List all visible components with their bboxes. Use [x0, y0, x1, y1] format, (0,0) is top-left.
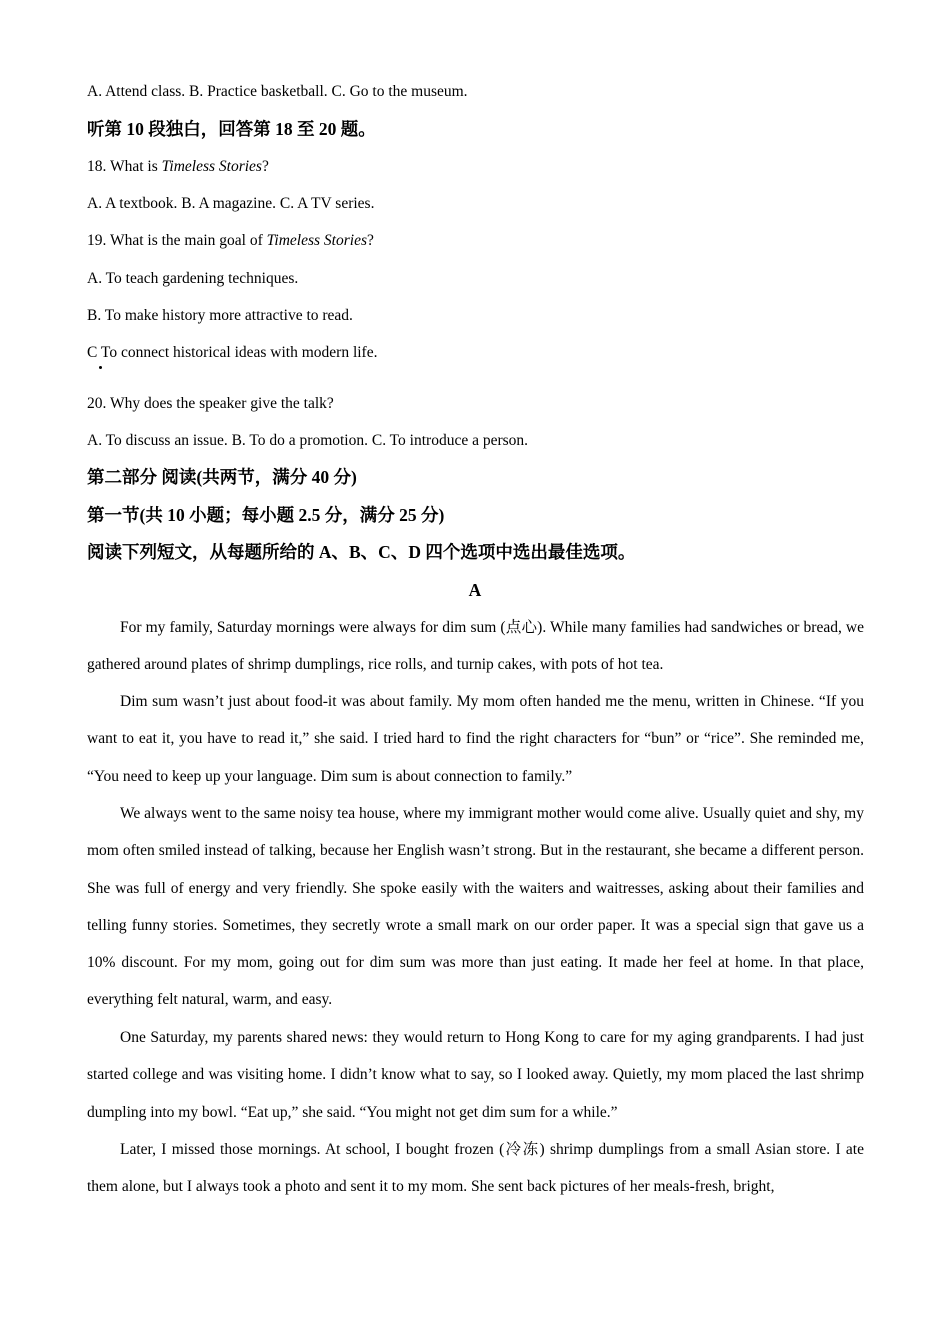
q20-stem: 20. Why does the speaker give the talk? [87, 395, 334, 412]
q19-option-c: C To connect historical ideas with modern life. [87, 344, 378, 361]
paragraph-1: For my family, Saturday mornings were always for dim sum (点心). While many families had sandwiches or bread, we gathered around plates of shrimp dumplings, rice rolls, and turnip cakes, with pots of hot tea. [87, 619, 864, 674]
q18-options: A. A textbook. B. A magazine. C. A TV series. [87, 195, 375, 212]
q17-options: A. Attend class. B. Practice basketball. C. Go to the museum. [87, 83, 468, 100]
paragraph-3: We always went to the same noisy tea house, where my immigrant mother would come alive. Usually quiet and shy, my mom often smiled instead of talking, because her English wasn’t strong. But in the restaurant, she became a different person. She was full of energy and very friendly. She spoke easily with the waiters and waitresses, asking about their families and telling funny stories. Sometimes, they secretly wrote a small mark on our order paper. It was a special sign that gave us a 10% discount. For my mom, going out for dim sum was more than just eating. It made her feel at home. In that place, everything felt natural, warm, and easy. [87, 805, 864, 1009]
part2-heading: 第二部分 阅读(共两节，满分 40 分) [87, 467, 357, 487]
q18-suffix: ? [261, 158, 269, 175]
q19-option-a: A. To teach gardening techniques. [87, 270, 299, 287]
q18-title: Timeless Stories [161, 158, 262, 175]
q19-stem [87, 231, 374, 251]
paragraph-5: Later, I missed those mornings. At school, I bought frozen (冷冻) shrimp dumplings from a small Asian store. I ate them alone, but I always took a photo and sent it to my mom. She sent back pictures of her meals-fresh, bright, [87, 1141, 864, 1196]
reading-instructions: 阅读下列短文，从每题所给的 A、B、C、D 四个选项中选出最佳选项。 [87, 542, 636, 562]
q19-prefix: 19. What is the main goal of [87, 232, 267, 249]
q19-title: Timeless Stories [266, 232, 367, 249]
paragraph-2: Dim sum wasn’t just about food-it was about family. My mom often handed me the menu, written in Chinese. “If you want to eat it, you have to read it,” she said. I tried hard to find the right characters for “bun” or “rice”. She reminded me, “You need to keep up your language. Dim sum is about connection to family.” [87, 693, 864, 785]
section10-heading: 听第 10 段独白，回答第 18 至 20 题。 [87, 119, 376, 139]
section1-heading: 第一节(共 10 小题；每小题 2.5 分，满分 25 分) [87, 505, 445, 525]
passage-label: A [468, 580, 482, 600]
q19-option-b: B. To make history more attractive to read. [87, 307, 353, 324]
stray-dot [99, 366, 102, 369]
q19-suffix: ? [366, 232, 374, 249]
q20-options: A. To discuss an issue. B. To do a promotion. C. To introduce a person. [87, 432, 529, 449]
paragraph-4: One Saturday, my parents shared news: they would return to Hong Kong to care for my aging grandparents. I had just started college and was visiting home. I didn’t know what to say, so I looked away. Quietly, my mom placed the last shrimp dumpling into my bowl. “Eat up,” she said. “You might not get dim sum for a while.” [87, 1029, 864, 1121]
q18-prefix: 18. What is [87, 158, 162, 175]
q18-stem [87, 157, 269, 177]
